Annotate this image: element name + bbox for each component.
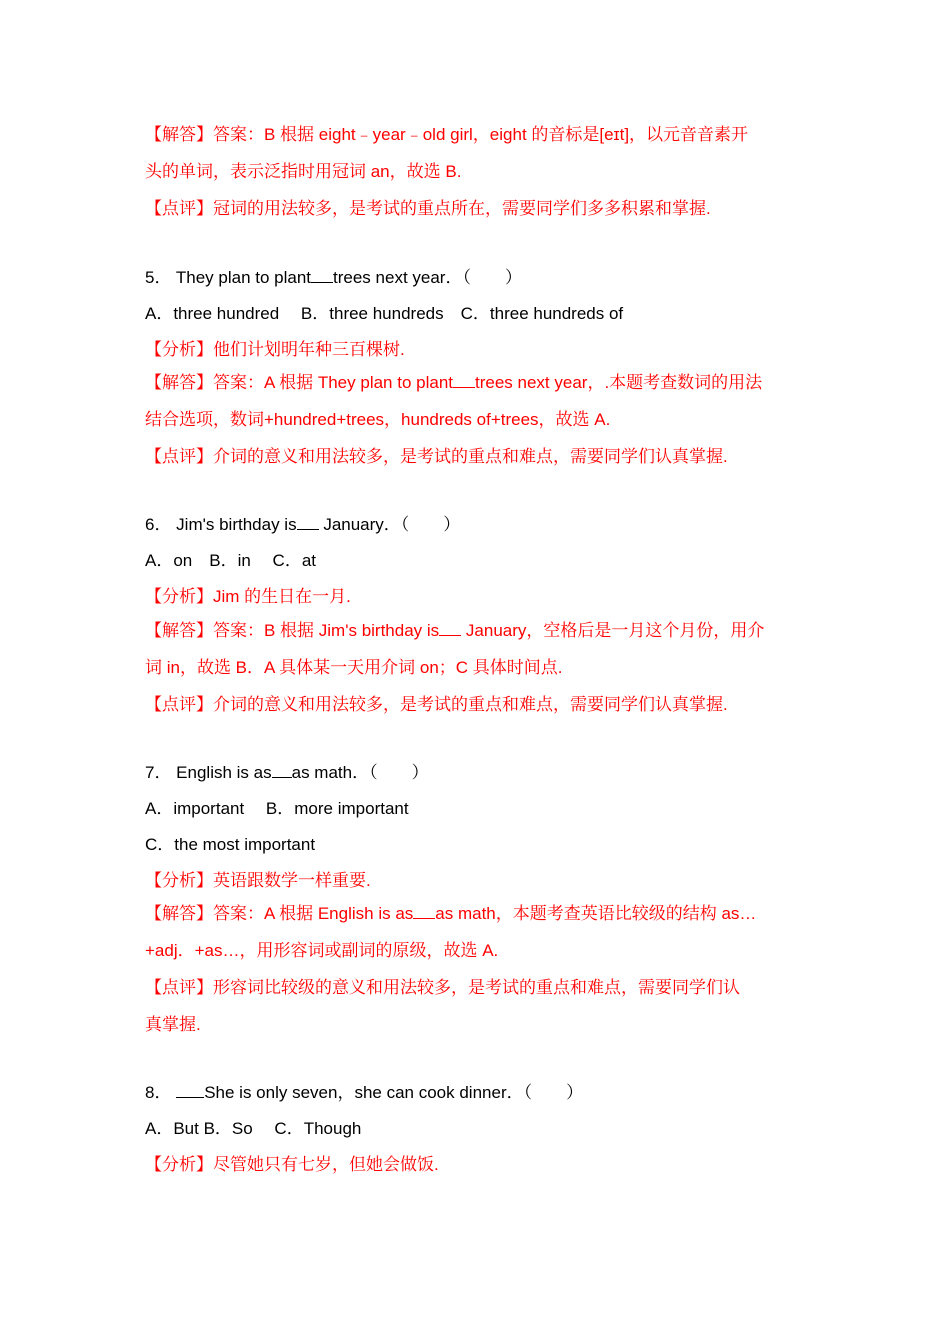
q7-stem-part-1: 7． English is as [145,763,272,782]
q5-stem-part-1: 5． They plan to plant [145,268,312,287]
q7-comment-line-2: 真掌握. [145,1015,201,1034]
q6-answer-line-2: 词 in，故选 B．A 具体某一天用介词 on；C 具体时间点. [145,658,563,677]
q5-analysis: 【分析】他们计划明年种三百棵树. [145,340,405,359]
q7-options-line-2: C．the most important [145,835,316,854]
q6-answer-line-1 [145,619,810,643]
q5-answer-line-2: 结合选项，数词+hundred+trees，hundreds of+trees，故选 A. [145,410,611,429]
q7-answer-blank [413,903,435,919]
q5-answer-part-1: 【解答】答案：A 根据 They plan to plant [145,373,453,392]
q6-comment: 【点评】介词的意义和用法较多，是考试的重点和难点，需要同学们认真掌握. [145,695,728,714]
q4-answer-line-1: 【解答】答案：B 根据 eight﹣year﹣old girl，eight 的音标是[eɪt]，以元音音素开 [145,125,749,144]
q5-answer-part-2: trees next year，.本题考查数词的用法 [475,373,763,392]
q8-blank [176,1082,204,1098]
q6-answer-part-2: January，空格后是一月这个月份，用介 [465,621,765,640]
q6-stem-part-1: 6． Jim's birthday is [145,515,297,534]
q6-answer-blank [439,620,461,636]
q7-answer-line-2: +adj．+as…，用形容词或副词的原级，故选 A. [145,941,499,960]
q4-comment: 【点评】冠词的用法较多，是考试的重点所在，需要同学们多多积累和掌握. [145,199,711,218]
q5-blank [311,267,333,283]
q6-options: A．on B．in C．at [145,551,316,570]
q5-comment: 【点评】介词的意义和用法较多，是考试的重点和难点，需要同学们认真掌握. [145,447,728,466]
q5-answer-line-1 [145,371,810,395]
q6-blank [297,514,319,530]
q7-stem [145,761,810,785]
q8-stem [145,1081,810,1105]
q7-comment-line-1: 【点评】形容词比较级的意义和用法较多，是考试的重点和难点，需要同学们认 [145,978,740,997]
q8-stem-part-1: 8． [145,1083,172,1102]
q6-answer-part-1: 【解答】答案：B 根据 Jim's birthday is [145,621,440,640]
q5-stem [145,266,810,290]
q6-analysis: 【分析】Jim 的生日在一月. [145,587,351,606]
q7-answer-line-1 [145,902,810,926]
q8-options: A．But B．So C．Though [145,1119,362,1138]
q8-analysis: 【分析】尽管她只有七岁，但她会做饭. [145,1155,439,1174]
q5-options: A．three hundred B．three hundreds C．three hundreds of [145,304,624,323]
q4-answer-line-2: 头的单词，表示泛指时用冠词 an，故选 B. [145,162,462,181]
q7-answer-part-1: 【解答】答案：A 根据 English is as [145,904,414,923]
q7-stem-part-2: as math．（ ） [291,763,429,782]
q7-answer-part-2: as math，本题考查英语比较级的结构 as… [435,904,757,923]
q5-stem-part-2: trees next year．（ ） [333,268,522,287]
q6-stem [145,513,810,537]
q7-options-line-1: A．important B．more important [145,799,409,818]
q6-stem-part-2: January．（ ） [323,515,461,534]
q5-answer-blank [453,372,475,388]
q8-stem-part-2: She is only seven，she can cook dinner．（ ） [204,1083,584,1102]
q7-analysis: 【分析】英语跟数学一样重要. [145,871,371,890]
q7-blank [272,762,292,778]
